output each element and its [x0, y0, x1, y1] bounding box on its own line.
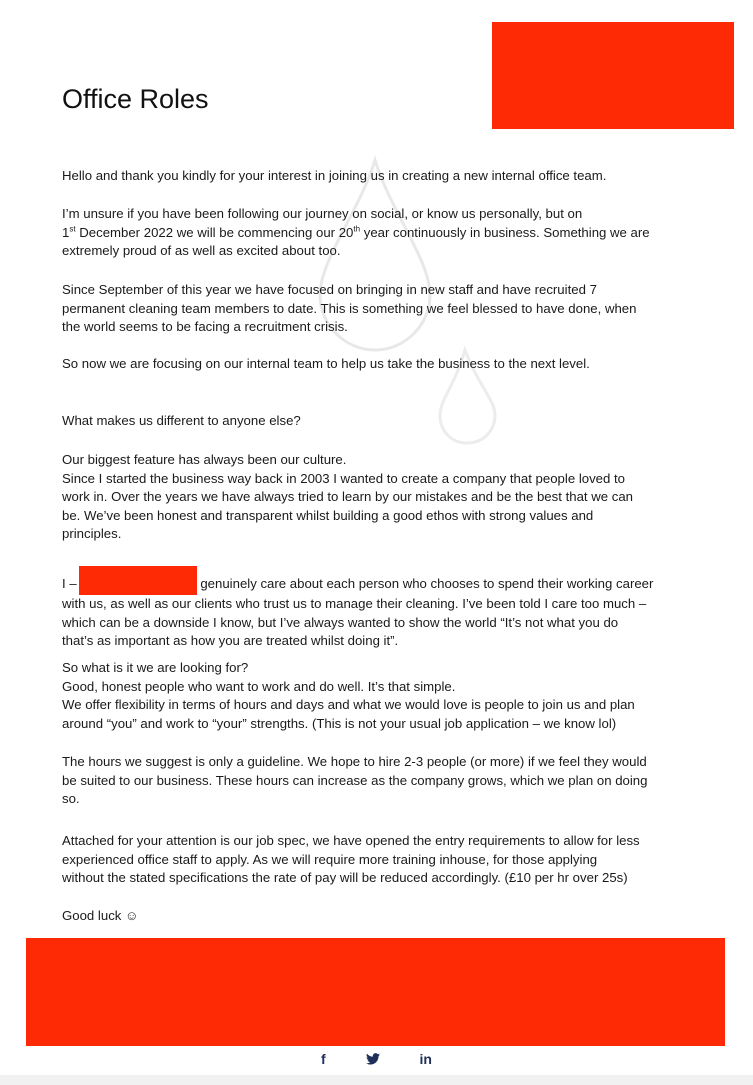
twitter-icon[interactable]	[366, 1051, 380, 1067]
linkedin-icon[interactable]: in	[419, 1051, 432, 1067]
redacted-logo	[492, 22, 734, 129]
redacted-name	[79, 566, 197, 595]
paragraph-journey: I’m unsure if you have been following our journey on social, or know us personally, but on 1st December 2022 we will be commencing our 20th year continuously in business. Something we are extremely proud of as well as excited about too.	[62, 206, 650, 259]
social-links	[0, 1051, 753, 1067]
page-bottom-edge	[0, 1075, 753, 1085]
paragraph-job-spec: Attached for your attention is our job spec, we have opened the entry requirements to allow for less experienced office staff to apply. As we will require more training inhouse, for those applying without the stated specifications the rate of pay will be reduced accordingly. (£10 per hr over 25s)	[62, 833, 640, 886]
paragraph-intro: Hello and thank you kindly for your interest in joining us in creating a new internal office team.	[62, 168, 607, 183]
paragraph-good-luck: Good luck ☺	[62, 908, 139, 923]
paragraph-recruitment: Since September of this year we have focused on bringing in new staff and have recruited 7 permanent cleaning team members to date. This is something we feel blessed to have done, when the world seems to be facing a recruitment crisis.	[62, 282, 637, 335]
redacted-footer	[26, 938, 725, 1046]
paragraph-looking-for: So what is it we are looking for? Good, honest people who want to work and do well. It’s that simple. We offer flexibility in terms of hours and days and what we would love is people to join us and plan around “you” and work to “your” strengths. (This is not your usual job application – we know lol)	[62, 660, 635, 731]
paragraph-internal-team: So now we are focusing on our internal team to help us take the business to the next level.	[62, 356, 590, 371]
paragraph-hours: The hours we suggest is only a guideline. We hope to hire 2-3 people (or more) if we feel they would be suited to our business. These hours can increase as the company grows, which we plan on doing so.	[62, 754, 648, 807]
facebook-icon[interactable]: f	[321, 1051, 326, 1067]
page-title: Office Roles	[62, 84, 209, 114]
paragraph-culture: Our biggest feature has always been our culture. Since I started the business way back in 2003 I wanted to create a company that people loved to work in. Over the years we have always tried to learn by our mistakes and be the best that we can be. We’ve been honest and transparent whilst building a good ethos with strong values and principles.	[62, 452, 634, 542]
heading-different: What makes us different to anyone else?	[62, 413, 301, 428]
paragraph-care: I – genuinely care about each person who chooses to spend their working career with us, as well as our clients who trust us to manage their cleaning. I’ve been told I care too much – which can be a downside I know, but I’ve always wanted to show the world “It’s not what you do that’s as important as how you are treated whilst doing it”.	[62, 566, 702, 651]
